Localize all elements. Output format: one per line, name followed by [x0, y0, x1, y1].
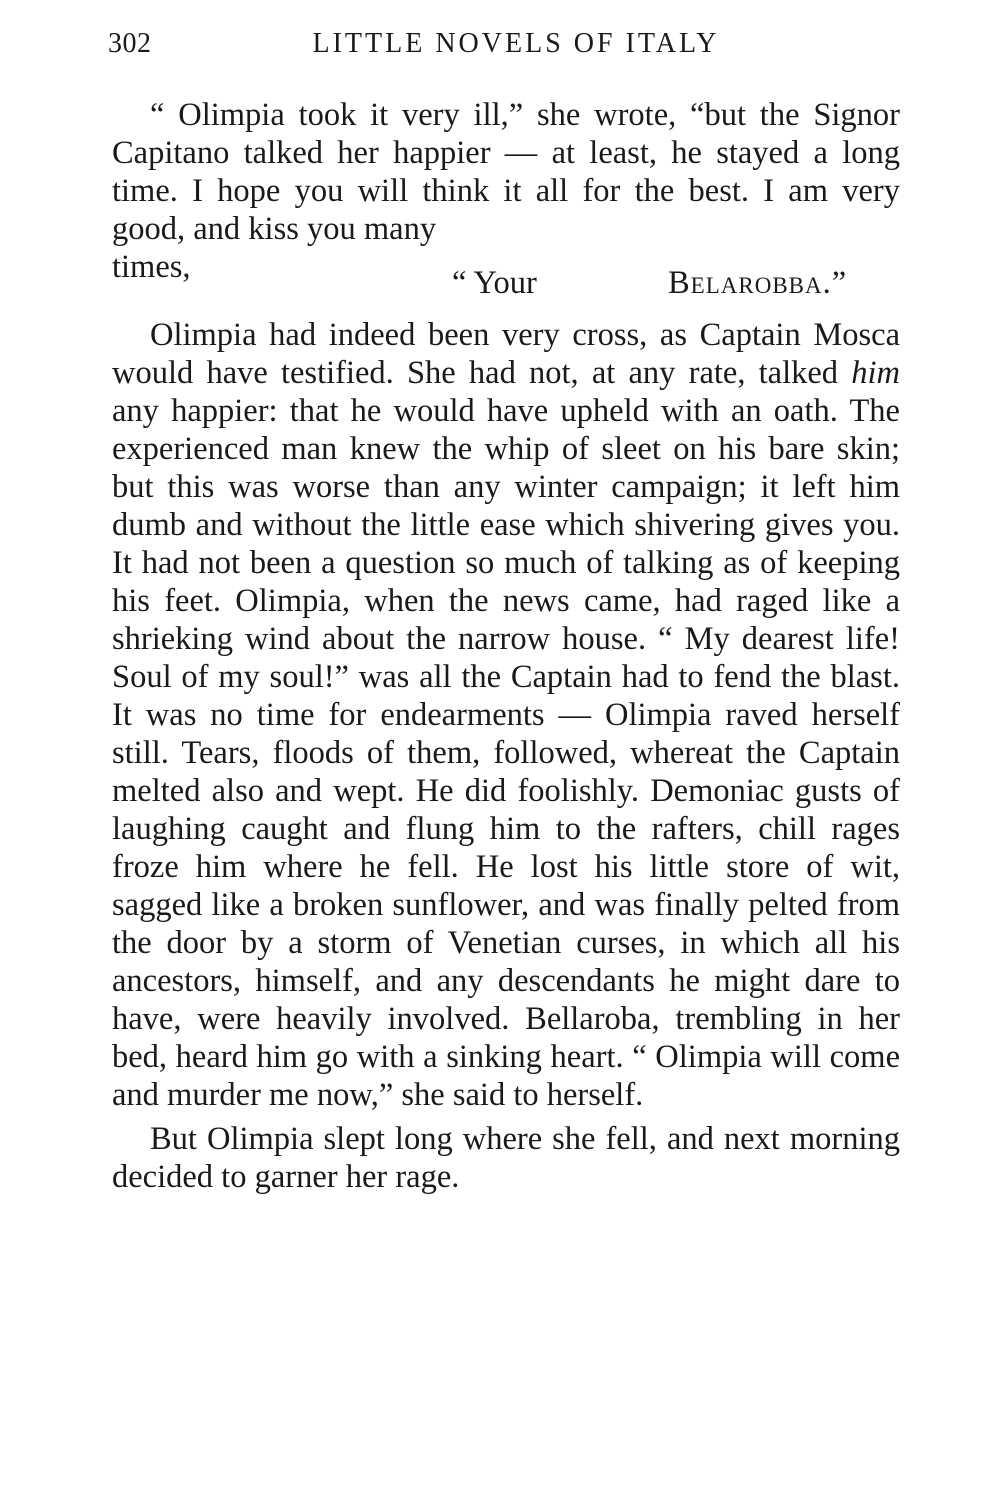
paragraph-1-emphasis: him	[851, 355, 900, 391]
paragraph-1-before-emphasis: Olimpia had indeed been very cross, as Captain Mosca would have testified. She had not, at any rate, talked	[112, 317, 900, 391]
paragraph-2-text: But Olimpia slept long where she fell, and next morning decided to garner her rage.	[112, 1121, 900, 1195]
paragraph-gap	[112, 302, 900, 316]
letter-signoff	[112, 248, 900, 302]
paragraph-olimpia-cross	[112, 316, 900, 1114]
paragraph-1-after-emphasis: any happier: that he would have upheld with an oath. The experienced man knew the whip of sleet on his bare skin; but this was worse than any winter campaign; it left him dumb and without the little ease which shivering gives you. It had not been a question so much of talking as of keeping his feet. Olimpia, when the news came, had raged like a shrieking wind about the narrow house. “ My dearest life! Soul of my soul!” was all the Captain had to fend the blast. It was no time for endearments — Olimpia raved herself still. Tears, floods of them, followed, whereat the Captain melted also and wept. He did foolishly. Demoniac gusts of laughing caught and flung him to the rafters, chill rages froze him where he fell. He lost his little store of wit, sagged like a broken sunflower, and was finally pelted from the door by a storm of Venetian curses, in which all his ancestors, himself, and any descendants he might dare to have, were heavily involved. Bellaroba, trembling in her bed, heard him go with a sinking heart. “ Olimpia will come and murder me now,” she said to herself.	[112, 393, 900, 1113]
page-header	[108, 24, 904, 64]
running-title: LITTLE NOVELS OF ITALY	[312, 28, 720, 59]
letter-closing: times,	[112, 249, 191, 285]
letter-signature: Belarobba.”	[668, 265, 848, 301]
page-body	[112, 96, 900, 1196]
letter-salutation: “ Your	[452, 265, 537, 301]
paragraph-olimpia-slept	[112, 1120, 900, 1196]
letter-paragraph	[112, 96, 900, 248]
page-number: 302	[108, 28, 152, 59]
letter-text: “ Olimpia took it very ill,” she wrote, “but the Signor Capitano talked her happier — at least, he stayed a long time. I hope you will think it all for the best. I am very good, and kiss you many	[112, 97, 900, 247]
